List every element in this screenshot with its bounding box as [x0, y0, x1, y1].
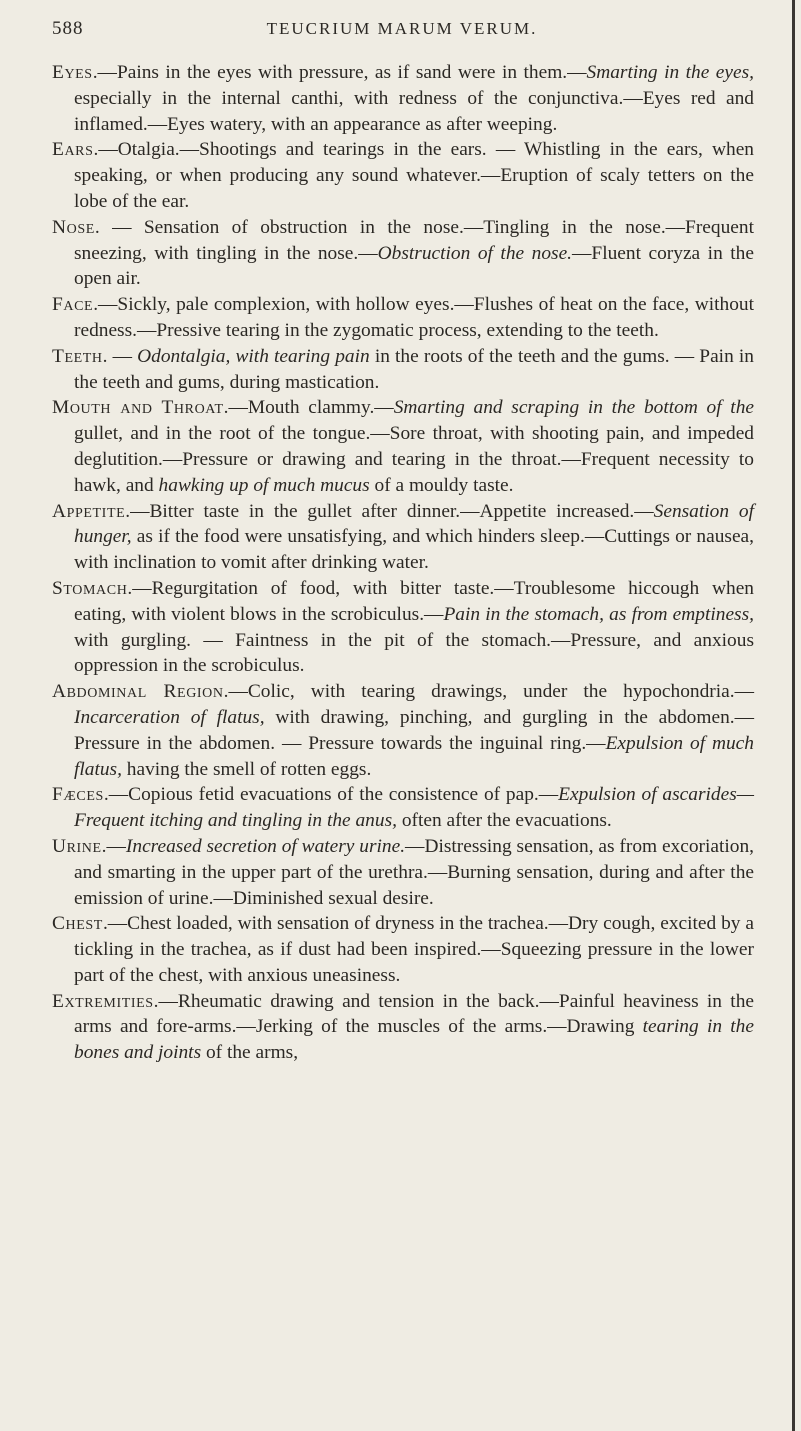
body-text: .—Chest loaded, with sensation of dryness in the trachea.—Dry cough, excited by a tickling in the trachea, as if dust had been inspired.—Squeezing pressure in the lower part of the chest, with anxious uneasiness. — [74, 913, 754, 986]
body-text: .—Mouth clammy.— — [223, 397, 394, 419]
section-extremities — [52, 989, 754, 1066]
italic-text: Sensation of hunger, — [74, 500, 754, 548]
italic-text: Odontalgia, with tearing pain — [137, 345, 370, 367]
body-text: of the arms, — [201, 1042, 299, 1064]
body-text: with drawing, pinching, and gurgling in the abdomen.—Pressure in the abdomen. — Pressure towards the inguinal ring.— — [74, 706, 754, 754]
italic-text: tearing in the bones and joints — [74, 1016, 754, 1064]
section-heading: Appetite — [52, 500, 126, 522]
section-heading: Urine — [52, 835, 102, 857]
section-heading: Teeth — [52, 345, 103, 367]
section-heading: Mouth and Throat — [52, 397, 224, 419]
body-text: especially in the internal canthi, with redness of the conjunctiva.—Eyes red and inflamed.—Eyes watery, with an appearance as after weeping. — [74, 87, 754, 135]
body-text: .—Regurgitation of food, with bitter taste.—Troublesome hiccough when eating, with violent blows in the scrobiculus.— — [74, 577, 754, 625]
section-heading: Ears — [52, 139, 94, 161]
italic-text: Pain in the stomach, as from emptiness, — [443, 603, 755, 625]
body-text: .—Rheumatic drawing and tension in the back.—Painful heaviness in the arms and fore-arms.—Jerking of the muscles of the arms.—Drawing — [74, 990, 754, 1038]
body-text: having the smell of rotten eggs. — [121, 758, 372, 780]
section-heading: Stomach — [52, 577, 128, 599]
section-heading: Extremities — [52, 990, 154, 1012]
section-heading: Eyes — [52, 62, 93, 83]
section-ears — [52, 137, 754, 214]
section-chest — [52, 911, 754, 988]
body-text: .—Otalgia.—Shootings and tearings in the ears. — Whistling in the ears, when speaking, or when producing any sound whatever.—Eruption of scaly tetters on the lobe of the ear. — [74, 139, 754, 212]
body-text: . — Sensation of obstruction in the nose.—Tingling in the nose.—Frequent sneezing, with tingling in the nose.— — [74, 216, 754, 264]
section-urine — [52, 834, 754, 911]
italic-text: Expulsion of much flatus, — [74, 732, 754, 780]
body-text: with gurgling. — Faintness in the pit of the stomach.—Pressure, and anxious oppression in the scrobiculus. — [74, 629, 754, 677]
section-appetite — [52, 499, 754, 576]
body-text: —Fluent coryza in the open air. — [74, 242, 754, 290]
section-heading: Abdominal Region — [52, 681, 224, 703]
body-text: .—Sickly, pale complexion, with hollow eyes.—Flushes of heat on the face, without redness.—Pressive tearing in the zygomatic process, extending to the teeth. — [74, 294, 754, 341]
italic-text: Expulsion of ascarides— Frequent itching and tingling in the anus, — [74, 784, 754, 832]
body-text: .—Bitter taste in the gullet after dinner.—Appetite increased.— — [125, 500, 654, 522]
section-heading: Fæces — [52, 784, 104, 806]
body-text: .— — [101, 835, 126, 857]
body-text: .—Pains in the eyes with pressure, as if sand were in them.— — [92, 62, 587, 83]
symptom-text — [52, 60, 754, 1066]
page-header — [52, 18, 752, 48]
italic-text: Obstruction of the nose. — [377, 242, 573, 264]
running-title: TEUCRIUM MARUM VERUM. — [266, 19, 538, 38]
page-number: 588 — [52, 18, 84, 39]
body-text: . — — [102, 345, 138, 367]
section-mouth-and-throat — [52, 395, 754, 498]
page-edge-shadow — [792, 0, 795, 1431]
italic-text: Smarting and scraping in the bottom of the — [393, 397, 754, 419]
section-f-ces — [52, 782, 754, 834]
section-eyes — [52, 60, 754, 137]
body-text: often after the evacuations. — [396, 810, 612, 832]
body-text: as if the food were unsatisfying, and which hinders sleep.—Cuttings or nausea, with inclination to vomit after drinking water. — [74, 526, 754, 574]
body-text: in the roots of the teeth and the gums. — Pain in the teeth and gums, during mastication. — [74, 345, 754, 393]
section-face — [52, 292, 754, 344]
section-teeth — [52, 344, 754, 396]
body-text: —Distressing sensation, as from excoriation, and smarting in the upper part of the urethra.—Burning sensation, during and after the emission of urine.—Diminished sexual desire. — [74, 835, 755, 909]
italic-text: Increased secretion of watery urine. — [125, 835, 406, 857]
italic-text: hawking up of much mucus — [158, 474, 370, 496]
body-text: gullet, and in the root of the tongue.—Sore throat, with shooting pain, and impeded deglutition.—Pressure or drawing and tearing in the throat.—Frequent necessity to hawk, and — [74, 423, 754, 496]
body-text: .—Copious fetid evacuations of the consistence of pap.— — [103, 784, 559, 806]
section-nose — [52, 215, 754, 292]
italic-text: Smarting in the eyes, — [586, 62, 754, 83]
body-text: of a mouldy taste. — [369, 474, 514, 496]
section-heading: Face — [52, 294, 94, 316]
section-heading: Chest — [52, 913, 103, 935]
section-abdominal-region — [52, 679, 754, 782]
italic-text: Incarceration of flatus, — [74, 706, 265, 728]
body-text: .—Colic, with tearing drawings, under the hypochondria.— — [223, 681, 755, 703]
section-heading: Nose — [52, 216, 95, 238]
section-stomach — [52, 576, 754, 679]
